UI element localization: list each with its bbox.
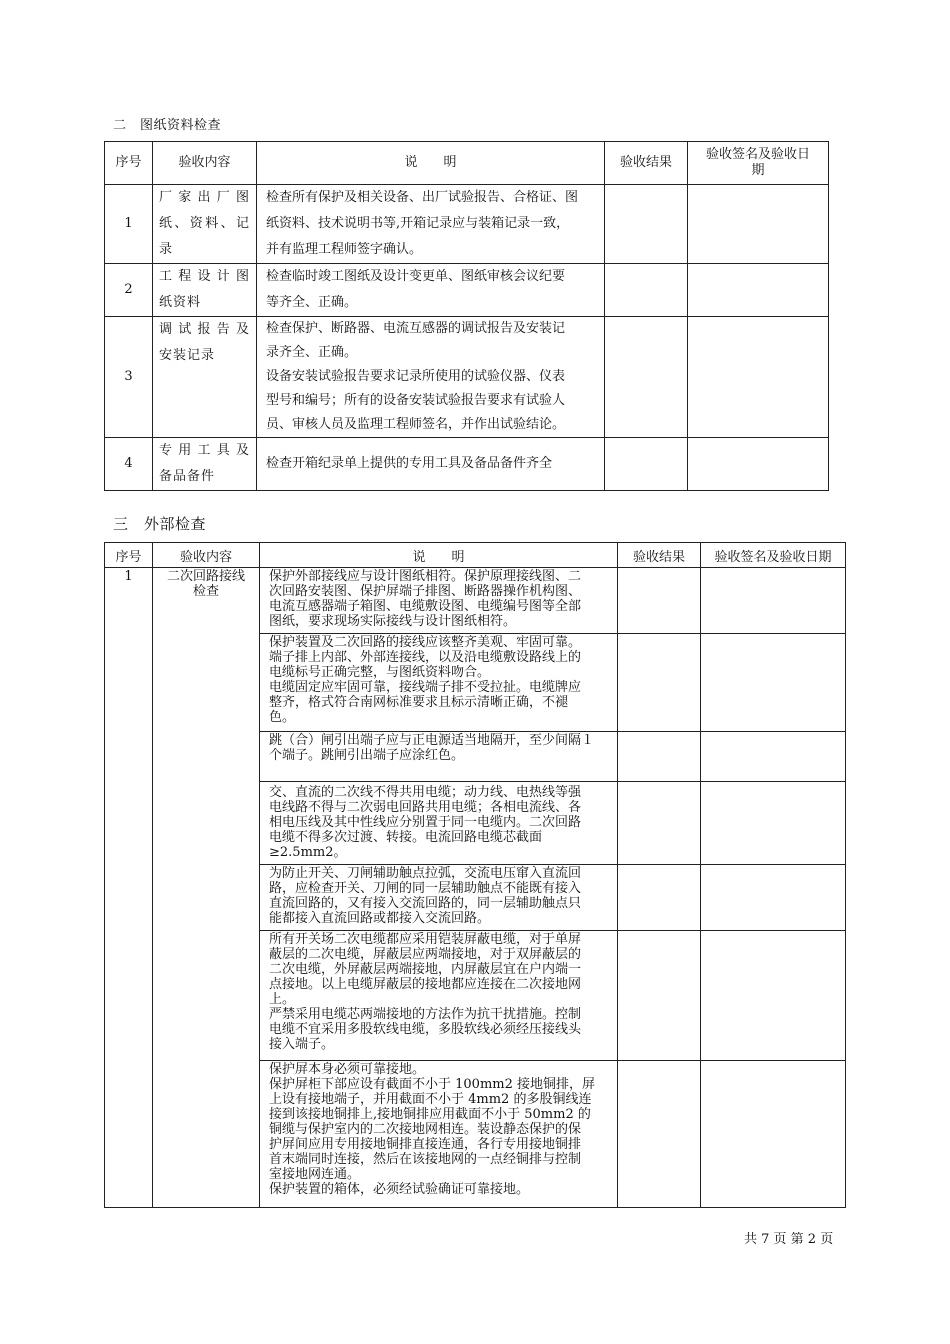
desc-line: 能都接入直流回路或都接入交流回路。 [269, 911, 491, 926]
row-description [260, 732, 618, 782]
result-cell[interactable] [618, 931, 701, 1061]
row-description [260, 782, 618, 865]
result-cell[interactable] [618, 1061, 701, 1208]
result-cell[interactable] [605, 438, 688, 491]
desc-line: 检查所有保护及相关设备、出厂试验报告、合格证、图 [266, 190, 579, 205]
row-item [153, 185, 257, 264]
desc-line: ≥2.5mm2。 [269, 845, 347, 860]
desc-line: 接入端子。 [269, 1037, 335, 1052]
desc-line: 电缆标号正确完整，与图纸资料吻合。 [269, 665, 491, 680]
desc-line: 电缆不宜采用多股软线电缆，多股软线必须经压接线头 [269, 1022, 582, 1037]
result-cell[interactable] [605, 317, 688, 438]
result-cell[interactable] [618, 568, 701, 634]
signature-cell[interactable] [688, 438, 829, 491]
header-description: 说 明 [257, 142, 605, 185]
item-line: 安装记录 [159, 348, 216, 363]
row-description [257, 185, 605, 264]
desc-line: 保护屏本身必须可靠接地。 [269, 1062, 426, 1077]
table-row [105, 438, 829, 491]
desc-line: 保护装置及二次回路的接线应该整齐美观、牢固可靠。 [269, 635, 582, 650]
row-description [260, 865, 618, 931]
row-description [257, 438, 605, 491]
page-number: 共 7 页 第 2 页 [744, 1232, 834, 1247]
signature-cell[interactable] [688, 185, 829, 264]
table-row [105, 264, 829, 317]
desc-line: 并有监理工程师签字确认。 [266, 242, 423, 257]
desc-line: 铜缆与保护室内的二次接地网相连。装设静态保护的保 [269, 1122, 582, 1137]
desc-line: 次回路安装图、保护屏端子排图、断路器操作机构图、 [269, 584, 582, 599]
row-description [260, 1061, 618, 1208]
desc-line: 整齐，格式符合南网标准要求且标示清晰正确，不褪 [269, 695, 569, 710]
row-item [153, 317, 257, 438]
desc-line: 设备安装试验报告要求记录所使用的试验仪器、仪表 [266, 369, 566, 384]
desc-line: 路，应检查开关、刀闸的同一层辅助触点不能既有接入 [269, 881, 582, 896]
desc-line: 上。 [269, 992, 296, 1007]
signature-cell[interactable] [701, 732, 846, 782]
row-no: 1 [105, 568, 153, 1208]
desc-line: 点接地。以上电缆屏蔽层的接地都应连接在二次接地网 [269, 977, 582, 992]
row-no: 1 [105, 185, 153, 264]
item-line: 厂家出厂图 [159, 190, 250, 205]
row-description [257, 264, 605, 317]
table-row [105, 568, 846, 634]
signature-cell[interactable] [701, 865, 846, 931]
desc-line: 员、审核人员及监理工程师签名，并作出试验结论。 [266, 417, 566, 432]
result-cell[interactable] [605, 185, 688, 264]
row-no: 4 [105, 438, 153, 491]
desc-line: 相电压线及其中性线应分别置于同一电缆内。二次回路 [269, 815, 582, 830]
desc-line: 直流回路的，又有接入交流回路的，同一层辅助触点只 [269, 896, 582, 911]
desc-line: 录齐全、正确。 [266, 345, 358, 360]
section-3-title: 三 外部检查 [113, 515, 207, 533]
row-description [260, 568, 618, 634]
item-line: 二次回路接线 [166, 569, 245, 584]
desc-line: 上设有接地端子，并用截面不小于 4mm2 的多股铜线连 [269, 1092, 592, 1107]
row-no: 3 [105, 317, 153, 438]
row-item [153, 568, 260, 1208]
item-line: 备品备件 [159, 469, 216, 484]
desc-line: 图纸，要求现场实际接线与设计图纸相符。 [269, 614, 517, 629]
item-line: 检查 [192, 584, 219, 599]
row-description [257, 317, 605, 438]
desc-line: 型号和编号；所有的设备安装试验报告要求有试验人 [266, 393, 566, 408]
desc-line: 保护屏柜下部应设有截面不小于 100mm2 接地铜排，屏 [269, 1077, 596, 1092]
desc-line: 交、直流的二次线不得共用电缆；动力线、电热线等强 [269, 785, 582, 800]
desc-line: 蔽层的二次电缆，屏蔽层应两端接地，对于双屏蔽层的 [269, 947, 582, 962]
result-cell[interactable] [618, 782, 701, 865]
desc-line: 所有开关场二次电缆都应采用铠装屏蔽电缆，对于单屏 [269, 932, 582, 947]
drawing-documents-table [104, 141, 829, 491]
item-line: 纸、资料、记 [159, 216, 250, 231]
desc-line: 保护外部接线应与设计图纸相符。保护原理接线图、二 [269, 569, 582, 584]
signature-cell[interactable] [688, 264, 829, 317]
signature-cell[interactable] [701, 1061, 846, 1208]
desc-line: 保护装置的箱体，必须经试验确证可靠接地。 [269, 1182, 530, 1197]
result-cell[interactable] [618, 732, 701, 782]
row-item [153, 264, 257, 317]
desc-line: 端子排上内部、外部连接线，以及沿电缆敷设路线上的 [269, 650, 582, 665]
desc-line: 检查临时竣工图纸及设计变更单、图纸审核会议纪要 [266, 269, 566, 284]
table-header-row [105, 543, 846, 568]
header-signature: 验收签名及验收日期 [701, 543, 846, 568]
header-item: 验收内容 [153, 142, 257, 185]
desc-line: 严禁采用电缆芯两端接地的方法作为抗干扰措施。控制 [269, 1007, 582, 1022]
table-row [105, 317, 829, 438]
desc-line: 电缆固定应牢固可靠，接线端子排不受拉扯。电缆牌应 [269, 680, 582, 695]
table-row [105, 185, 829, 264]
desc-line: 等齐全、正确。 [266, 295, 358, 310]
desc-line: 跳（合）闸引出端子应与正电源适当地隔开，至少间隔１ [269, 733, 595, 748]
header-result: 验收结果 [605, 142, 688, 185]
header-description: 说 明 [260, 543, 618, 568]
header-no: 序号 [105, 543, 153, 568]
result-cell[interactable] [605, 264, 688, 317]
desc-line: 室接地网连通。 [269, 1167, 361, 1182]
table-header-row [105, 142, 829, 185]
section-2-title: 二 图纸资料检查 [113, 118, 222, 133]
result-cell[interactable] [618, 634, 701, 732]
desc-line: 色。 [269, 710, 296, 725]
row-description [260, 634, 618, 732]
item-line: 调试报告及 [159, 322, 250, 337]
desc-line: 电缆不得多次过渡、转接。电流回路电缆芯截面 [269, 830, 543, 845]
row-item [153, 438, 257, 491]
desc-line: 为防止开关、刀闸辅助触点拉弧，交流电压窜入直流回 [269, 866, 582, 881]
desc-line: 接到该接地铜排上,接地铜排应用截面不小于 50mm2 的 [269, 1107, 591, 1122]
desc-line: 二次电缆，外屏蔽层两端接地，内屏蔽层宜在户内端一 [269, 962, 582, 977]
signature-cell[interactable] [701, 931, 846, 1061]
header-item: 验收内容 [153, 543, 260, 568]
signature-cell[interactable] [701, 782, 846, 865]
signature-cell[interactable] [701, 568, 846, 634]
desc-line: 纸资料、技术说明书等,开箱记录应与装箱记录一致， [266, 216, 570, 231]
item-line: 录 [159, 242, 174, 257]
result-cell[interactable] [618, 865, 701, 931]
desc-line: 检查保护、断路器、电流互感器的调试报告及安装记 [266, 321, 566, 336]
signature-cell[interactable] [688, 317, 829, 438]
desc-line: 护屏间应用专用接地铜排直接连通，各行专用接地铜排 [269, 1137, 582, 1152]
item-line: 纸资料 [159, 295, 202, 310]
header-signature: 验收签名及验收日期 [688, 142, 829, 185]
desc-line: 电流互感器端子箱图、电缆敷设图、电缆编号图等全部 [269, 599, 582, 614]
desc-line: 首末端同时连接，然后在该接地网的一点经铜排与控制 [269, 1152, 582, 1167]
header-no: 序号 [105, 142, 153, 185]
row-no: 2 [105, 264, 153, 317]
desc-line: 电线路不得与二次弱电回路共用电缆；各相电流线、各 [269, 800, 582, 815]
row-description [260, 931, 618, 1061]
header-result: 验收结果 [618, 543, 701, 568]
item-line: 专用工具及 [159, 443, 250, 458]
signature-cell[interactable] [701, 634, 846, 732]
desc-line: 个端子。跳闸引出端子应涂红色。 [269, 748, 465, 763]
item-line: 工程设计图 [159, 269, 250, 284]
external-inspection-table [104, 542, 846, 1208]
desc-line: 检查开箱纪录单上提供的专用工具及备品备件齐全 [266, 456, 553, 471]
